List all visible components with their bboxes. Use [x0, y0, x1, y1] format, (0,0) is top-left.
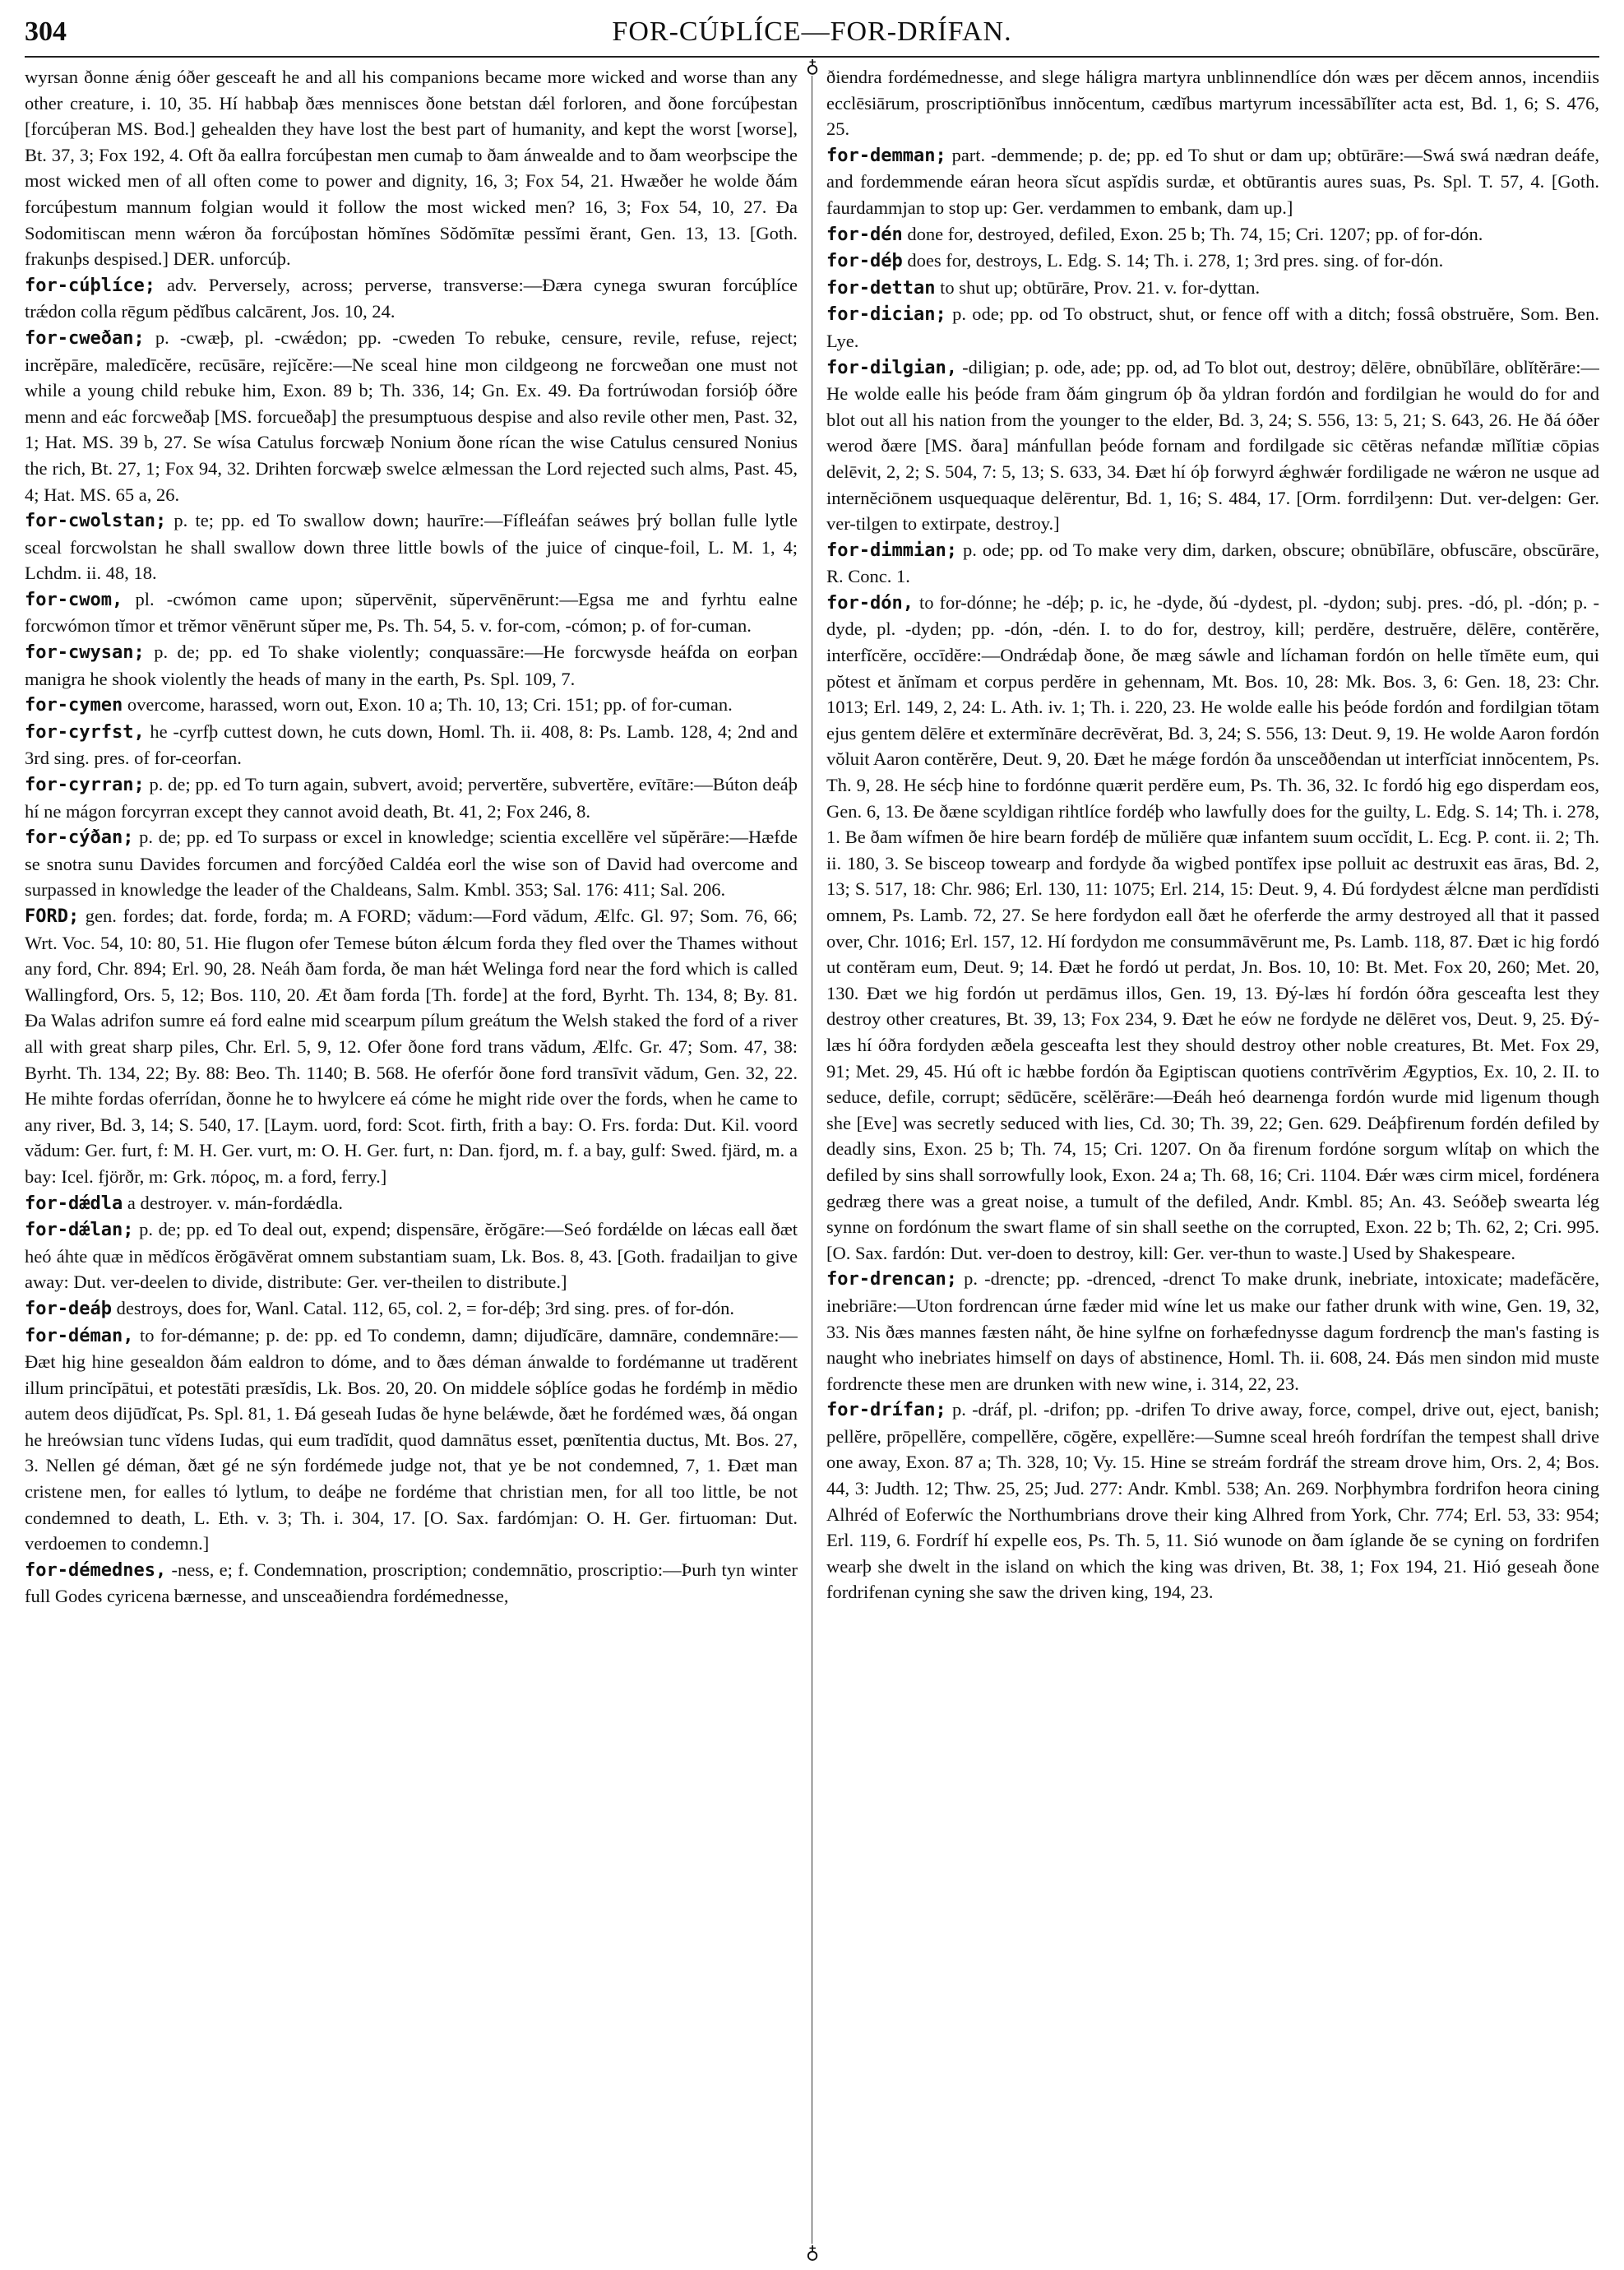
entry-text: p. de; pp. ed To surpass or excel in knowledge; scientia excellĕre vel sŭpĕrāre:—Hæfde se snotra sunu Davides forcumen and forcýðed Caldéa eorl the wise son of David had overcome and surpassed in knowledge the leader of the Chaldeans, Salm. Kmbl. 353; Sal. 176: 411; Sal. 206.	[25, 827, 798, 901]
entry-text: -diligian; p. ode, ade; pp. od, ad To blot out, destroy; dēlēre, obnūbĭlāre, oblĭtĕrāre:—He wolde ealle his þeóde fram ðám gingrum óþ ða yldran fordón and fordilgian he would do for and blot out all his nation from the younger to the elder, Bd. 3, 24; S. 556, 13: 5, 21; S. 643, 26. He ðá óðer werod ðære [MS. ðara] mánfullan þeóde fornam and fordilgade sic cētĕras nefandæ mĭlĭtiæ cōpias delēvit, 2, 2; S. 504, 7: 5, 13; S. 633, 34. Ðæt hí óþ forwyrd ǽghwǽr fordiligade ne wǽron ne usque ad internĕciōnem usquequaque delērentur, Bd. 1, 16; S. 484, 17. [Orm. forrdilȝenn: Dut. ver-delgen: Ger. ver-tilgen to extirpate, destroy.]	[826, 356, 1599, 535]
entry-text: -ness, e; f. Condemnation, proscription; condemnātio, proscriptio:—Þurh tyn winter full Godes cyricena bærnesse, and unsceaðiendra fordémednesse,	[25, 1559, 798, 1607]
dictionary-entry	[826, 221, 1599, 248]
entry-text: p. -drencte; pp. -drenced, -drenct To make drunk, inebriate, intoxicate; madefăcĕre, inebriāre:—Uton fordrencan úrne fæder mid wíne let us make our father drunk with wine, Gen. 19, 32, 33. Nis ðæs mannes fæsten náht, ðe hine sylfne on forhæfednysse dagum fordrencþ the man's fasting is naught who inebriates himself on days of abstinence, Homl. Th. ii. 608, 24. Ðás men sindon mid muste fordrencte these men are drunken with new wine, i. 314, 22, 23.	[826, 1268, 1599, 1394]
dictionary-entry	[826, 354, 1599, 537]
entry-headword: for-cyrran;	[25, 775, 145, 796]
entry-headword: for-dettan	[826, 277, 936, 299]
dictionary-entry	[25, 1190, 798, 1217]
dictionary-entry	[25, 272, 798, 325]
entry-headword: for-cwolstan;	[25, 511, 167, 532]
entry-headword: for-cúþlíce;	[25, 275, 155, 296]
dictionary-entry	[826, 301, 1599, 354]
entry-headword: for-cýðan;	[25, 827, 134, 849]
entry-text: p. -cwæþ, pl. -cwǽdon; pp. -cweden To rebuke, censure, revile, refuse, reject; incrĕpāre, maledīcĕre, recūsāre, rejĭcĕre:—Ne sceal hine mon cildgeong ne forcweðan one must not while a young child rebuke him, Exon. 89 b; Th. 336, 14; Gn. Ex. 49. Ða fortrúwodan forsióþ óðre menn and eác forcweðaþ [MS. forcueðaþ] the presumptuous despise and also revile other men, Past. 32, 1; Hat. MS. 39 b, 27. Se wísa Catulus forcwæþ Nonium ðone rícan the wise Catulus censured Nonius the rich, Bt. 27, 1; Fox 94, 32. Drihten forcwæþ swelce ælmessan the Lord rejected such alms, Past. 45, 4; Hat. MS. 65 a, 26.	[25, 327, 798, 505]
page-header	[25, 12, 1599, 58]
dictionary-page	[25, 12, 1599, 2263]
left-column	[25, 64, 798, 2257]
entry-text: done for, destroyed, defiled, Exon. 25 b; Th. 74, 15; Cri. 1207; pp. of for-dón.	[907, 223, 1483, 244]
running-head: FOR-CÚÞLÍCE—FOR-DRÍFAN.	[612, 16, 1012, 47]
dictionary-entry	[826, 1266, 1599, 1397]
entry-text: pl. -cwómon came upon; sŭpervēnit, sŭpervēnērunt:—Egsa me and fyrhtu ealne forcwómon tĭmor et trĕmor vēnērunt sŭper me, Ps. Th. 54, 5. v. for-com, -cómon; p. of for-cuman.	[25, 588, 798, 637]
dictionary-entry	[25, 1557, 798, 1610]
entry-text: p. -dráf, pl. -drifon; pp. -drifen To drive away, force, compel, drive out, eject, banish; pellĕre, prōpellĕre, compellĕre, cōgĕre, expellĕre:—Sumne sceal hreóh fordrífan the tempest shall drive one away, Exon. 87 a; Th. 328, 10; Vy. 15. Hine se streám fordráf the stream drove him, Ors. 2, 4; Bos. 44, 3: Judth. 12; Thw. 25, 25; Jud. 277: Andr. Kmbl. 538; An. 269. Norþhymbra fordrifon heora cining Alhréd of Eoferwíc the Northumbrians drove their king Alhred from York, Chr. 774; Erl. 53, 33: 954; Erl. 119, 6. Fordríf hí expelle eos, Ps. Th. 5, 11. Sió wunode on ðam íglande ðe se cyning on fordrifen wearþ she dwelt in the island on which the king was driven, Bt. 38, 1; Fox 194, 21. Hió geseah ðone fordrifenan cyning she saw the driven king, 194, 23.	[826, 1399, 1599, 1603]
entry-headword: for-déman,	[25, 1325, 134, 1346]
entry-text: p. ode; pp. od To obstruct, shut, or fence off with a ditch; fossâ obstruĕre, Som. Ben. Lye.	[826, 303, 1599, 351]
entry-headword: for-cymen	[25, 695, 123, 716]
entry-headword: for-dón,	[826, 592, 914, 614]
entry-text: to for-démanne; p. de: pp. ed To condemn, damn; dijudĭcāre, damnāre, condemnāre:—Ðæt hig hine gesealdon ðám ealdron to dóme, and to ðæs déman ánwalde to fordémanne ut tradĕrent illum princĭpātui, et potestāti præsĭdis, Lk. Bos. 20, 20. On middele sóþlíce godas he fordémþ in mĕdio autem deos dijūdĭcat, Ps. Spl. 81, 1. Ðá geseah Iudas ðe hyne belǽwde, ðæt he fordémed wæs, ðá ongan he hreówsian tunc vĭdens Iudas, qui eum tradĭdit, quod damnātus esset, pœnĭtentia ductus, Mt. Bos. 27, 3. Nellen gé déman, ðæt gé ne sýn fordémede judge not, that ye be not condemned, 7, 1. Ðæt man cristene men, for ealles tó lytlum, to deáþe ne fordéme that christian men, for all too little, be not condemned to death, L. Eth. v. 3; Th. i. 304, 17. [O. Sax. fardómjan: O. H. Ger. firtuoman: Dut. verdoemen to condemn.]	[25, 1324, 798, 1554]
dictionary-entry	[826, 64, 1599, 142]
entry-text: p. ode; pp. od To make very dim, darken, obscure; obnūbĭlāre, obfuscāre, obscūrāre, R. Conc. 1.	[826, 539, 1599, 587]
dictionary-entry	[25, 325, 798, 507]
entry-text: a destroyer. v. mán-fordǽdla.	[127, 1192, 344, 1213]
top-ornament-icon: ♁	[803, 58, 821, 76]
entry-text: gen. fordes; dat. forde, forda; m. A FORD; vădum:—Ford vădum, Ælfc. Gl. 97; Som. 76, 66; Wrt. Voc. 54, 10: 80, 51. Hie flugon ofer Temese búton ǽlcum forda they fled over the Thames without any ford, Chr. 894; Erl. 90, 28. Neáh ðam forda, ðe man hǽt Welinga ford near the ford which is called Wallingford, Ors. 5, 12; Bos. 110, 20. Æt ðam forda [Th. forde] at the ford, Byrht. Th. 134, 8; By. 81. Ða Walas adrifon sumre eá ford ealne mid scearpum pílum greátum the Welsh staked the ford of a river all with great sharp piles, Chr. Erl. 5, 9, 12. Ofer ðone ford trans vădum, Ælfc. Gr. 47; Som. 47, 38: Byrht. Th. 134, 22; By. 88: Beo. Th. 1140; B. 568. He oferfór ðone ford transīvit vădum, Gen. 32, 22. He mihte fordas oferrídan, ðonne he to hwylcere eá cóme he might ride over the fords, when he came to any river, Bd. 3, 14; S. 540, 17. [Laym. uord, ford: Scot. firth, frith a bay: O. Frs. forda: Dut. Kil. voord vădum: Ger. furt, f: M. H. Ger. vurt, m: O. H. Ger. furt, n: Dan. fjord, m. f. a bay, gulf: Swed. fjärd, m. a bay: Icel. fjörðr, m: Grk. πόρος, m. a ford, ferry.]	[25, 906, 798, 1187]
entry-headword: FORD;	[25, 906, 80, 927]
entry-headword: for-déþ	[826, 251, 903, 272]
page-number: 304	[25, 16, 67, 47]
entry-headword: for-dǽlan;	[25, 1220, 134, 1241]
entry-headword: for-drencan;	[826, 1269, 957, 1290]
entry-text: p. te; pp. ed To swallow down; haurīre:—Fífleáfan seáwes þrý bollan fulle lytle sceal forcwolstan he shall swallow down three little bowls of the juice of cinque-foil, L. M. 1, 4; Lchdm. ii. 48, 18.	[25, 510, 798, 584]
entry-headword: for-drífan;	[826, 1400, 946, 1421]
entry-text: p. de; pp. ed To shake violently; conquassāre:—He forcwysde heáfda on eorþan manigra he shook violently the heads of many in the earth, Ps. Spl. 109, 7.	[25, 642, 798, 689]
entry-headword: for-demman;	[826, 145, 946, 166]
dictionary-entry	[25, 692, 798, 719]
dictionary-entry	[826, 275, 1599, 302]
dictionary-entry	[826, 248, 1599, 275]
dictionary-entry	[826, 142, 1599, 221]
dictionary-entry	[25, 903, 798, 1190]
dictionary-entry	[25, 719, 798, 771]
dictionary-entry	[25, 1216, 798, 1295]
entry-headword: for-dilgian,	[826, 357, 957, 378]
entry-headword: for-dén	[826, 224, 903, 245]
dictionary-entry	[826, 537, 1599, 590]
entry-text: p. de; pp. ed To turn again, subvert, avoid; pervertĕre, subvertĕre, evītāre:—Búton deáþ hí ne mágon forcyrran except they cannot avoid death, Bt. 41, 2; Fox 246, 8.	[25, 774, 798, 822]
entry-headword: for-deáþ	[25, 1298, 112, 1319]
dictionary-entry	[25, 824, 798, 903]
entry-text: wyrsan ðonne ǽnig óðer gesceaft he and all his companions became more wicked and worse than any other creature, i. 10, 35. Hí habbaþ ðæs mennisces ðone betstan dǽl forloren, and ðone forcúþestan [forcúþeran MS. Bod.] gehealden they have lost the best part of humanity, and kept the worst [worse], Bt. 37, 3; Fox 192, 4. Oft ða eallra forcúþestan men cumaþ to ðam ánwealde and to ðam weorþscipe the most wicked men of all often come to power and dignity, 16, 3; Fox 54, 21. Hwæðer he wolde ðám forcúþestum mannum folgian would it follow the most wicked men? 16, 3; Fox 54, 10, 27. Ða Sodomitiscan menn wǽron ða forcúþostan hŏmĭnes Sŏdŏmītæ pessĭmi ĕrant, Gen. 13, 13. [Goth. frakunþs despised.] DER. unforcúþ.	[25, 67, 798, 270]
dictionary-entry	[826, 590, 1599, 1266]
entry-headword: for-cyrfst,	[25, 721, 145, 743]
dictionary-entry	[25, 586, 798, 639]
entry-headword: for-dician;	[826, 304, 946, 326]
entry-text: to shut up; obtūrāre, Prov. 21. v. for-dyttan.	[940, 276, 1261, 298]
entry-text: destroys, does for, Wanl. Catal. 112, 65, col. 2, = for-déþ; 3rd sing. pres. of for-dón.	[116, 1297, 735, 1318]
dictionary-entry	[25, 507, 798, 586]
entry-text: to for-dónne; he -déþ; p. ic, he -dyde, ðú -dydest, pl. -dydon; subj. pres. -dó, pl. -dón; p. -dyde, pl. -dyden; pp. -dón, -dén. I. to do for, destroy, kill; perdĕre, destruĕre, dēlēre, contĕrĕre, interfĭcĕre, occīdĕre:—Ondrǽdaþ ðone, ðe mæg sáwle and líchaman fordón on helle tĭmēte eum, qui pŏtest et ănĭmam et corpus perdĕre in gehennam, Mt. Bos. 10, 28: Mk. Bos. 3, 6: Gen. 18, 23: Chr. 1013; Erl. 149, 2, 24: L. Ath. iv. 1; Th. i. 220, 23. He wolde ealle his þeóde fordón and fordilgian tōtam ejus gentem dēlēre et extermĭnāre decrēvĕrat, Bd. 3, 24; S. 556, 13: Deut. 9, 19. He wolde Aaron fordón vŏluit Aaron contĕrĕre, Deut. 9, 20. Ðæt he mǽge fordón ða unsceððendan ut interfĭciat innŏcentem, Ps. Th. 9, 28. He sécþ hine to fordónne quærit perdĕre eum, Ps. Th. 36, 32. Ic fordó hig ego disperdam eos, Gen. 6, 13. Ðe ðæne scyldigan rihtlíce fordéþ who lawfully does for the guilty, L. Edg. S. 14; Th. i. 278, 1. Be ðam wífmen ðe hire bearn fordéþ de mŭliĕre quæ infantem suum occĭdit, L. Ecg. P. cont. ii. 2; Th. ii. 180, 3. Se bisceop towearp and fordyde ða wigbed pontĭfex ipse polluit ac destruxit eas āras, Bd. 2, 13; S. 517, 18: Chr. 986; Erl. 130, 11: 1075; Erl. 214, 15: Deut. 9, 4. Ðú fordydest ǽlcne man perdĭdisti omnem, Ps. Lamb. 72, 27. Se here fordydon eall ðæt he oferferde the army destroyed all that it passed over, Chr. 1016; Erl. 157, 12. Hí fordydon me consummāvērunt me, Ps. Lamb. 118, 87. Ðæt ic hig fordó ut contĕram eum, Deut. 9; 14. Ðæt he fordó ut perdat, Jn. Bos. 10, 10: Bt. Met. Fox 20, 260; Met. 20, 130. Ðæt we hig fordón ut perdāmus illos, Gen. 19, 13. Ðý-læs hí fordón óðra gesceafta lest they destroy other creatures, Bt. 39, 13; Fox 234, 9. Ðæt he eów ne fordyde ne dēlēret vos, Deut. 9, 25. Ðý-læs hí óðra fordyden æðela gesceafta lest they should destroy other noble creatures, Bt. Met. Fox 29, 91; Met. 29, 45. Hú oft ic hæbbe fordón ða Egiptiscan quotiens contrīvĕrim Ægyptios, Ex. 10, 2. II. to seduce, defile, corrupt; sēdūcĕre, scĕlĕrāre:—Ðeáh heó dearnenga fordón wurde mid ligenum though she [Eve] was secretly seduced with lies, Cd. 30; Th. 39, 22; Gen. 629. Deáþfirenum fordén defiled by deadly sins, Exon. 25 b; Th. 74, 15; Cri. 1207. On ða firenum fordóne sorgum wlítaþ on which the defiled by sins shall sorrowfully look, Exon. 24 a; Th. 68, 16; Cri. 1104. Ðǽr wæs cirm micel, fordénera gedræg there was a great noise, a tumult of the defiled, Andr. Kmbl. 85; An. 43. Seóðeþ swearta lég synne on fordónum the swart flame of sin shall seethe on the corrupted, Exon. 22 b; Th. 62, 2; Cri. 995. [O. Sax. fardón: Dut. ver-doen to destroy, kill: Ger. ver-thun to waste.] Used by Shakespeare.	[826, 591, 1599, 1263]
entry-text: part. -demmende; p. de; pp. ed To shut or dam up; obtūrāre:—Swá swá nædran deáfe, and fordemmende eáran heora sĭcut aspĭdis surdæ, et obtūrantis aures suas, Ps. Spl. T. 57, 4. [Goth. faurdammjan to stop up: Ger. verdammen to embank, dam up.]	[826, 144, 1599, 218]
dictionary-entry	[826, 1397, 1599, 1605]
entry-text: p. de; pp. ed To deal out, expend; dispensāre, ĕrŏgāre:—Seó fordǽlde on lǽcas eall ðæt heó áhte quæ in mĕdĭcos ĕrŏgāvĕrat omnem substantiam suam, Lk. Bos. 8, 43. [Goth. fradailjan to give away: Dut. ver-deelen to divide, distribute: Ger. ver-theilen to distribute.]	[25, 1219, 798, 1293]
entry-headword: for-cweðan;	[25, 327, 145, 349]
dictionary-entry	[25, 1323, 798, 1557]
entry-headword: for-démednes,	[25, 1559, 167, 1581]
right-column	[826, 64, 1599, 2257]
two-column-body	[25, 56, 1599, 2263]
entry-headword: for-cwysan;	[25, 642, 145, 664]
entry-text: overcome, harassed, worn out, Exon. 10 a; Th. 10, 13; Cri. 151; pp. of for-cuman.	[127, 694, 733, 716]
dictionary-entry	[25, 771, 798, 824]
entry-headword: for-cwom,	[25, 589, 123, 610]
entry-headword: for-dǽdla	[25, 1193, 123, 1214]
entry-text: adv. Perversely, across; perverse, transverse:—Ðæra cynega swuran forcúþlíce trǽdon colla rēgum pĕdĭbus calcārent, Jos. 10, 24.	[25, 274, 798, 322]
dictionary-entry	[25, 64, 798, 272]
dictionary-entry	[25, 1295, 798, 1323]
entry-text: does for, destroys, L. Edg. S. 14; Th. i. 278, 1; 3rd pres. sing. of for-dón.	[907, 250, 1444, 271]
bottom-ornament-icon: ♁	[803, 2244, 821, 2262]
entry-headword: for-dimmian;	[826, 540, 957, 561]
entry-text: ðiendra fordémednesse, and slege háligra martyra unblinnendlíce dón wæs per dĕcem annos, incendiis ecclēsiārum, proscriptiōnĭbus innŏcentum, cædĭbus martyrum incessābĭlĭter acta est, Bd. 1, 6; S. 476, 25.	[826, 67, 1599, 140]
entry-text: he -cyrfþ cuttest down, he cuts down, Homl. Th. ii. 408, 8: Ps. Lamb. 128, 4; 2nd and 3rd sing. pres. of for-ceorfan.	[25, 720, 798, 769]
dictionary-entry	[25, 639, 798, 692]
